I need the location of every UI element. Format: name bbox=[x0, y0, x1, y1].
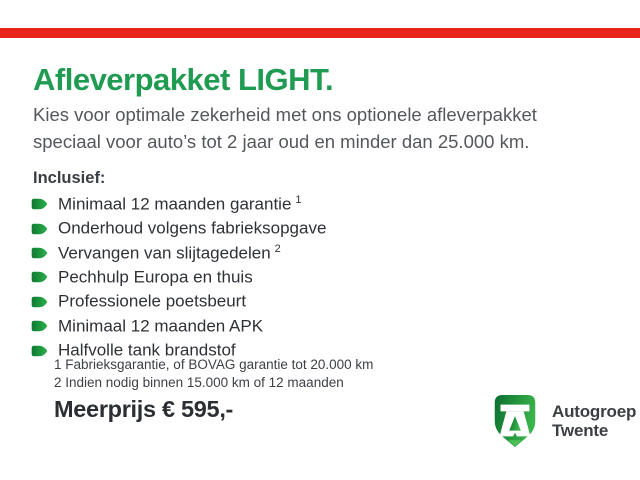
dealer-logo bbox=[488, 392, 636, 450]
footnote-marker: 2 bbox=[274, 242, 281, 255]
list-item-text: Minimaal 12 maanden APK bbox=[58, 316, 264, 336]
list-item bbox=[31, 290, 330, 314]
list-item-text: Professionele poetsbeurt bbox=[58, 292, 247, 312]
footnote-marker: 1 bbox=[295, 193, 302, 206]
list-item bbox=[31, 192, 330, 216]
list-item bbox=[31, 241, 330, 265]
footnote-2: 2 Indien nodig binnen 15.000 km of 12 maanden bbox=[54, 374, 344, 390]
footnotes bbox=[54, 356, 373, 391]
leaf-bullet-icon bbox=[31, 296, 48, 308]
feature-list bbox=[31, 192, 330, 363]
footnote-1: 1 Fabrieksgarantie, of BOVAG garantie tot 20.000 km bbox=[54, 357, 374, 372]
leaf-bullet-icon bbox=[31, 345, 48, 357]
included-label: Inclusief: bbox=[33, 169, 106, 187]
price-label: Meerprijs € 595,- bbox=[54, 396, 234, 422]
dealer-name-line1: Autogroep bbox=[552, 402, 637, 421]
leaf-bullet-icon bbox=[31, 198, 48, 210]
list-item-text: Onderhoud volgens fabrieksopgave bbox=[58, 218, 327, 238]
shield-a-icon bbox=[488, 392, 542, 450]
leaf-bullet-icon bbox=[31, 320, 48, 332]
intro-line-1: Kies voor optimale zekerheid met ons optionele afleverpakket bbox=[33, 104, 537, 125]
list-item-text: Vervangen van slijtagedelen $^2$ bbox=[58, 242, 281, 263]
list-item-text: Minimaal 12 maanden garantie $^1$ bbox=[58, 193, 302, 214]
list-item-text: Halfvolle tank brandstof bbox=[58, 340, 236, 360]
leaf-bullet-icon bbox=[31, 271, 48, 283]
intro-text bbox=[33, 101, 537, 155]
list-item bbox=[31, 216, 330, 240]
dealer-name-line2: Twente bbox=[552, 421, 609, 440]
list-item-text: Pechhulp Europa en thuis bbox=[58, 267, 253, 287]
list-item bbox=[31, 314, 330, 338]
top-accent-bar bbox=[0, 28, 640, 38]
list-item bbox=[31, 265, 330, 289]
dealer-name bbox=[552, 402, 636, 440]
page-title: Afleverpakket LIGHT. bbox=[33, 62, 334, 97]
intro-line-2: speciaal voor auto’s tot 2 jaar oud en minder dan 25.000 km. bbox=[33, 131, 530, 152]
leaf-bullet-icon bbox=[31, 247, 48, 259]
leaf-bullet-icon bbox=[31, 223, 48, 235]
